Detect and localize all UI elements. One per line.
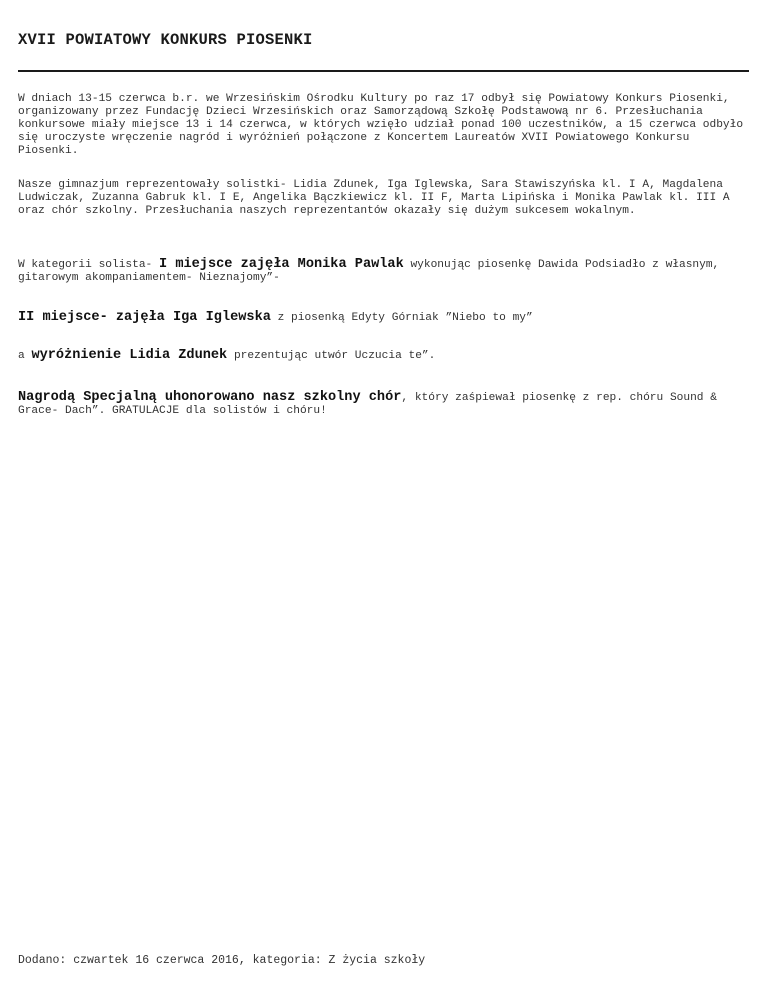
- paragraph-participants: Nasze gimnazjum reprezentowały solistki- Lidia Zdunek, Iga Iglewska, Sara Stawiszyńska kl. I A, Magdalena Ludwiczak, Zuzanna Gabruk kl. I E, Angelika Bączkiewicz kl. II F, Marta Lipińska i Monika Pawlak kl. III A oraz chór szkolny. Przesłuchania naszych reprezentantów okazały się dużym sukcesem wokalnym.: [18, 179, 730, 217]
- paragraph-second-place: [18, 311, 749, 325]
- special-award-details: , który zaśpiewał piosenkę z rep. chóru Sound & Grace- Dach”. GRATULACJE dla solistów i chóru!: [18, 392, 717, 417]
- distinction-intro: a: [18, 350, 32, 362]
- paragraph-first-place: [18, 258, 749, 285]
- special-award-winner: Nagrodą Specjalną uhonorowano nasz szkolny chór: [18, 390, 402, 405]
- article-title: XVII POWIATOWY KONKURS PIOSENKI: [18, 31, 313, 49]
- post-meta-footer: Dodano: czwartek 16 czerwca 2016, kategoria: Z życia szkoły: [18, 954, 426, 967]
- second-place-details: z piosenką Edyty Górniak ”Niebo to my”: [270, 312, 533, 324]
- distinction-winner: wyróżnienie Lidia Zdunek: [31, 348, 228, 363]
- paragraph-special-award: [18, 391, 749, 418]
- paragraph-distinction: [18, 349, 749, 363]
- paragraph-intro: W dniach 13-15 czerwca b.r. we Wrzesińskim Ośrodku Kultury po raz 17 odbył się Powiatowy Konkurs Piosenki, organizowany przez Fundację Dzieci Wrzesińskich oraz Samorządową Szkołę Podstawową nr 6. Przesłuchania konkursowe miały miejsce 13 i 14 czerwca, w których wzięło udział ponad 100 uczestników, a 15 czerwca odbyło się uroczyste wręczenie nagród i wyróżnień połączone z Koncertem Laureatów XVII Powiatowego Konkursu Piosenki.: [18, 93, 744, 157]
- second-place-winner: II miejsce- zajęła Iga Iglewska: [18, 310, 271, 325]
- title-divider: [18, 70, 749, 72]
- first-place-details: wykonując piosenkę Dawida Podsiadło z własnym, gitarowym akompaniamentem- Nieznajomy”-: [18, 259, 720, 284]
- distinction-details: prezentując utwór Uczucia te”.: [227, 350, 436, 362]
- first-place-winner: I miejsce zajęła Monika Pawlak: [159, 257, 404, 272]
- first-place-intro: W kategorii solista-: [18, 259, 159, 271]
